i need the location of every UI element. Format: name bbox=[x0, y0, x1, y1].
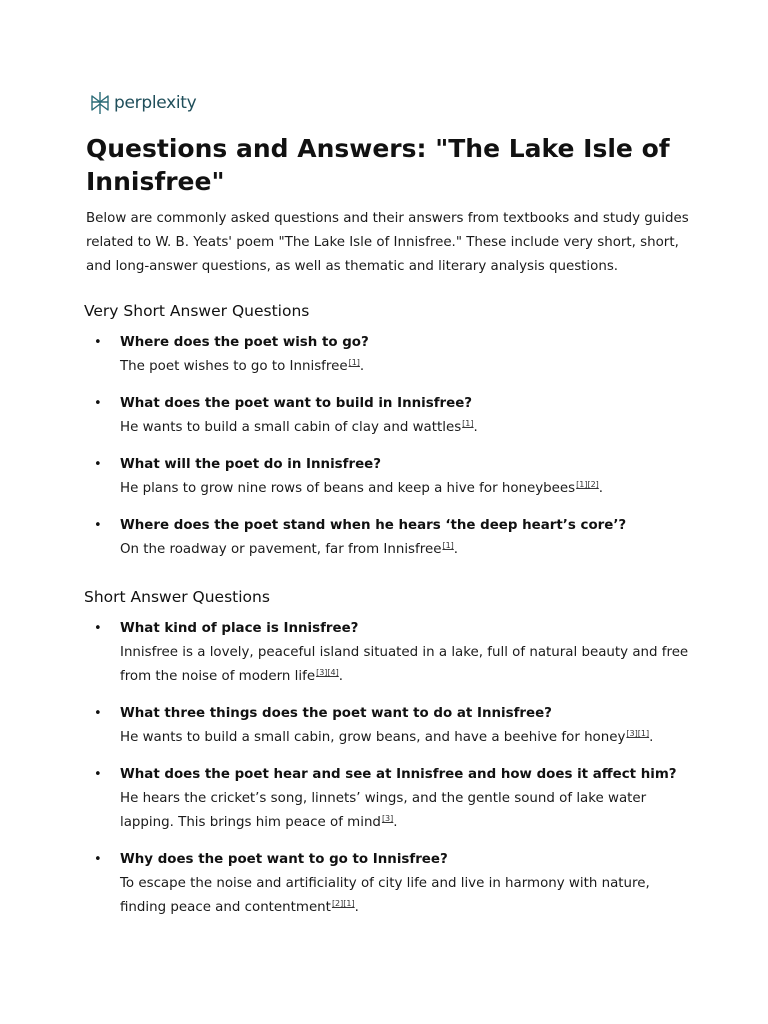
answer: On the roadway or pavement, far from Innisfree[1]. bbox=[120, 541, 459, 557]
bullet-icon: • bbox=[94, 518, 102, 533]
list-item bbox=[86, 848, 696, 920]
citation-link[interactable]: [3][4] bbox=[316, 668, 339, 677]
section-heading-very-short: Very Short Answer Questions bbox=[84, 302, 310, 320]
brand-name: perplexity bbox=[114, 92, 197, 113]
perplexity-logo-icon bbox=[90, 91, 110, 115]
answer: He wants to build a small cabin, grow beans, and have a beehive for honey[3][1]. bbox=[120, 729, 654, 745]
list-item bbox=[86, 331, 696, 379]
answer: The poet wishes to go to Innisfree[1]. bbox=[120, 358, 365, 374]
qa-list-short bbox=[86, 617, 696, 933]
question: Why does the poet want to go to Innisfree? bbox=[120, 852, 448, 867]
list-item bbox=[86, 617, 696, 689]
answer: He plans to grow nine rows of beans and keep a hive for honeybees[1][2]. bbox=[120, 480, 604, 496]
answer: He wants to build a small cabin of clay and wattles[1]. bbox=[120, 419, 478, 435]
question: What does the poet hear and see at Innisfree and how does it affect him? bbox=[120, 767, 677, 782]
brand-logo bbox=[90, 90, 196, 116]
list-item bbox=[86, 514, 696, 562]
question: What three things does the poet want to do at Innisfree? bbox=[120, 706, 552, 721]
bullet-icon: • bbox=[94, 396, 102, 411]
bullet-icon: • bbox=[94, 706, 102, 721]
question: Where does the poet stand when he hears ‘the deep heart’s core’? bbox=[120, 518, 627, 533]
citation-link[interactable]: [1] bbox=[348, 358, 360, 367]
list-item bbox=[86, 453, 696, 501]
citation-link[interactable]: [3][1] bbox=[626, 729, 650, 738]
page-title: Questions and Answers: "The Lake Isle of Innisfree" bbox=[86, 134, 670, 196]
bullet-icon: • bbox=[94, 852, 102, 867]
intro-paragraph: Below are commonly asked questions and their answers from textbooks and study guides related to W. B. Yeats' poem "The Lake Isle of Innisfree." These include very short, short, and long-answer questions, as well as thematic and literary analysis questions. bbox=[86, 211, 689, 274]
section-heading-short: Short Answer Questions bbox=[84, 588, 270, 606]
list-item bbox=[86, 392, 696, 440]
bullet-icon: • bbox=[94, 767, 102, 782]
bullet-icon: • bbox=[94, 335, 102, 350]
citation-link[interactable]: [1] bbox=[462, 419, 474, 428]
citation-link[interactable]: [2][1] bbox=[331, 899, 355, 908]
bullet-icon: • bbox=[94, 457, 102, 472]
question: What will the poet do in Innisfree? bbox=[120, 457, 382, 472]
answer: Innisfree is a lovely, peaceful island situated in a lake, full of natural beauty and free from the noise of modern life[3][4]. bbox=[120, 645, 689, 684]
list-item bbox=[86, 763, 696, 835]
citation-link[interactable]: [1] bbox=[442, 541, 454, 550]
question: Where does the poet wish to go? bbox=[120, 335, 369, 350]
question: What does the poet want to build in Innisfree? bbox=[120, 396, 473, 411]
question: What kind of place is Innisfree? bbox=[120, 621, 359, 636]
answer: He hears the cricket’s song, linnets’ wings, and the gentle sound of lake water lapping. This brings him peace of mind[3]. bbox=[120, 791, 647, 830]
citation-link[interactable]: [1][2] bbox=[576, 480, 599, 489]
answer: To escape the noise and artificiality of city life and live in harmony with nature, finding peace and contentment[2][1]. bbox=[120, 876, 650, 915]
citation-link[interactable]: [3] bbox=[381, 814, 394, 823]
bullet-icon: • bbox=[94, 621, 102, 636]
qa-list-very-short bbox=[86, 331, 696, 575]
list-item bbox=[86, 702, 696, 750]
